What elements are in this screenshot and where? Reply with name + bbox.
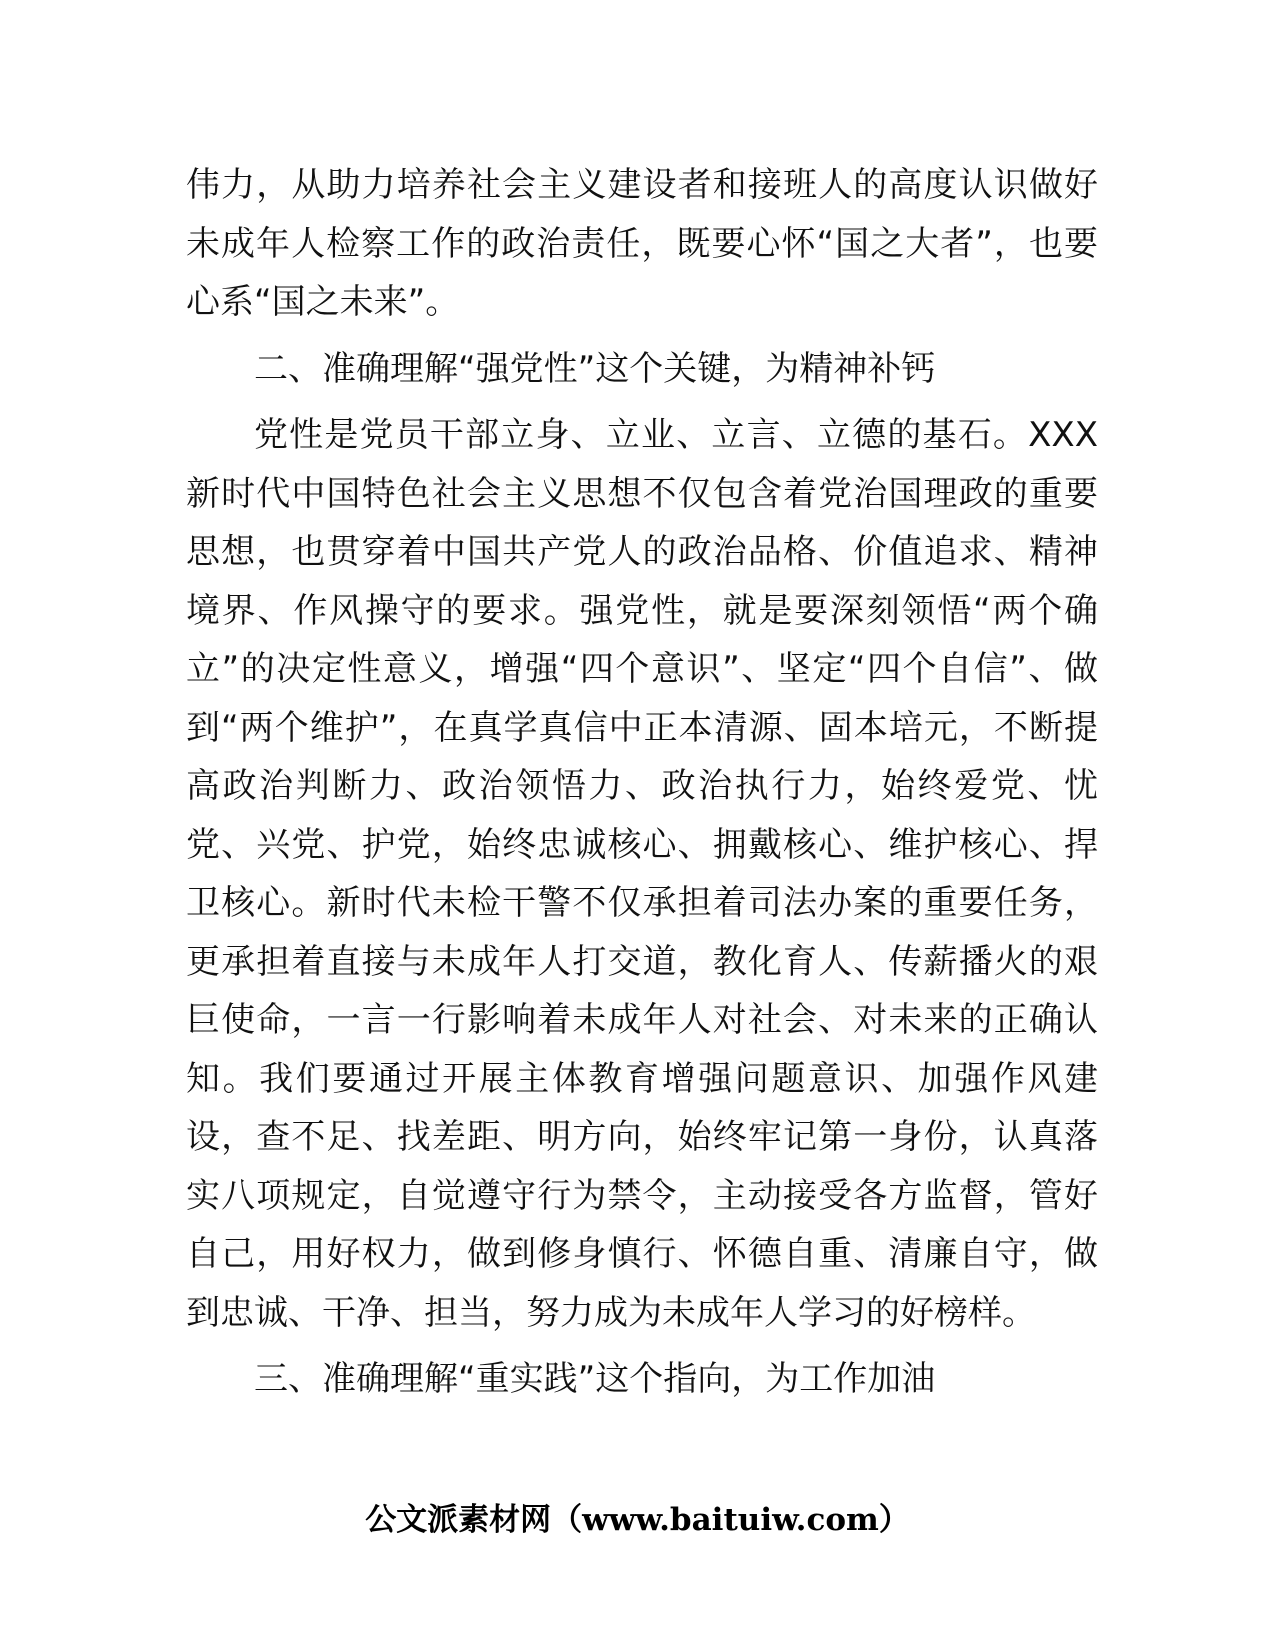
section-heading-3: 三、准确理解“重实践”这个指向，为工作加油 — [254, 1359, 936, 1399]
footer-watermark: 公文派素材网（www.baituiw.com） — [365, 1502, 910, 1538]
paragraph-party-spirit: 党性是党员干部立身、立业、立言、立德的基石。XXX新时代中国特色社会主义思想不仅包含着党治国理政的重要思想，也贯穿着中国共产党人的政治品格、价值追求、精神境界、作风操守的要求。强党性，就是要深刻领悟“两个确立”的决定性意义，增强“四个意识”、坚定“四个自信”、做到“两个维护”，在真学真信中正本清源、固本培元，不断提高政治判断力、政治领悟力、政治执行力，始终爱党、忧党、兴党、护党，始终忠诚核心、拥戴核心、维护核心、捍卫核心。新时代未检干警不仅承担着司法办案的重要任务，更承担着直接与未成年人打交道，教化育人、传薪播火的艰巨使命，一言一行影响着未成年人对社会、对未来的正确认知。我们要通过开展主体教育增强问题意识、加强作风建设，查不足、找差距、明方向，始终牢记第一身份，认真落实八项规定，自觉遵守行为禁令，主动接受各方监督，管好自己，用好权力，做到修身慎行、怀德自重、清廉自守，做到忠诚、干净、担当，努力成为未成年人学习的好榜样。 — [186, 415, 1098, 1333]
paragraph-continuation: 伟力，从助力培养社会主义建设者和接班人的高度认识做好未成年人检察工作的政治责任，既要心怀“国之大者”，也要心系“国之未来”。 — [186, 165, 1098, 322]
section-heading-2: 二、准确理解“强党性”这个关键，为精神补钙 — [254, 348, 936, 389]
document-body — [186, 156, 1098, 1409]
